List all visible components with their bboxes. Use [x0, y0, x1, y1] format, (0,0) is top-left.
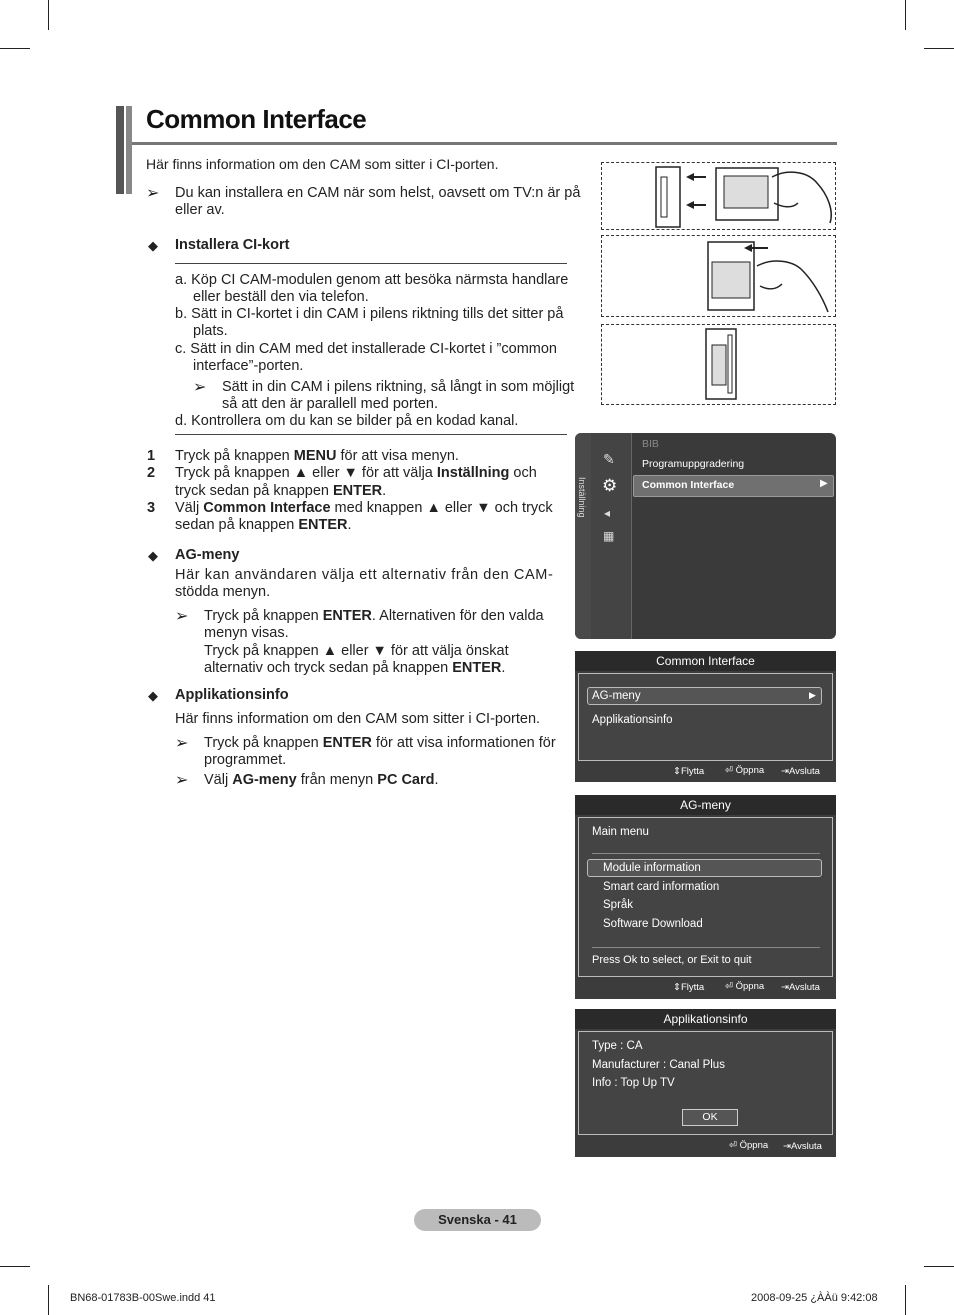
- side-strip: [575, 433, 591, 639]
- enter-icon: ⏎: [725, 765, 733, 776]
- separator: [592, 853, 820, 854]
- menu-item-applikationsinfo[interactable]: Applikationsinfo: [592, 714, 673, 726]
- step-3-cont: sedan på knappen ENTER.: [175, 517, 352, 533]
- menu-item-smart-card-information[interactable]: Smart card information: [603, 881, 720, 893]
- install-step-a: a. Köp CI CAM-modulen genom att besöka närmsta handlare: [175, 272, 569, 288]
- screen-header: Applikationsinfo: [575, 1009, 836, 1029]
- appinfo-desc: Här finns information om den CAM som sitter i CI-porten.: [175, 711, 541, 727]
- menu-item-sprak[interactable]: Språk: [603, 899, 634, 911]
- updown-icon: ⇕: [673, 982, 681, 993]
- footer-exit: ⇥Avsluta: [783, 1141, 822, 1152]
- divider: [175, 263, 567, 264]
- crop-mark: [924, 48, 954, 49]
- crop-mark: [48, 1285, 49, 1315]
- menu-divider: [631, 433, 632, 639]
- agmeny-note-cont: menyn visas.: [204, 625, 289, 641]
- diamond-bullet-icon: ◆: [148, 688, 158, 703]
- input-icon[interactable]: ◂: [604, 506, 611, 520]
- ci-card-insert-illustration: [601, 235, 836, 317]
- chevron-right-icon: ▶: [820, 478, 828, 489]
- page-title: Common Interface: [146, 104, 367, 134]
- step-number: 2: [147, 465, 156, 481]
- appinfo-note-cont: programmet.: [204, 752, 287, 768]
- menu-item-common-interface[interactable]: Common Interface: [642, 479, 735, 491]
- ok-button[interactable]: OK: [682, 1109, 738, 1126]
- footer-open: ⏎ Öppna: [725, 765, 765, 776]
- updown-icon: ⇕: [673, 766, 681, 777]
- footer-exit: ⇥Avsluta: [781, 982, 820, 993]
- step-2-cont: tryck sedan på knappen ENTER.: [175, 483, 387, 499]
- diamond-bullet-icon: ◆: [148, 238, 158, 253]
- footer-move: ⇕Flytta: [673, 982, 705, 993]
- side-label: Inställning: [577, 477, 587, 518]
- file-meta-right: 2008-09-25 ¿ÀÀü 9:42:08: [751, 1292, 878, 1304]
- info-type: Type : CA: [592, 1040, 643, 1052]
- crop-mark: [0, 48, 30, 49]
- appinfo-heading: Applikationsinfo: [175, 687, 289, 703]
- exit-icon: ⇥: [781, 982, 789, 993]
- main-menu-label: Main menu: [592, 826, 649, 838]
- diamond-bullet-icon: ◆: [148, 548, 158, 563]
- footer-open: ⏎ Öppna: [729, 1140, 769, 1151]
- note-arrow-icon: ➢: [175, 735, 189, 752]
- install-step-c-cont: interface”-porten.: [193, 358, 304, 374]
- file-meta-left: BN68-01783B-00Swe.indd 41: [70, 1292, 216, 1304]
- menu-item-programuppgradering[interactable]: Programuppgradering: [642, 458, 745, 470]
- menu-item-bib[interactable]: BIB: [642, 438, 659, 450]
- title-accent-bar: [116, 106, 124, 194]
- exit-icon: ⇥: [783, 1141, 791, 1152]
- agmeny-note: Tryck på knappen ENTER. Alternativen för den valda: [204, 608, 544, 624]
- crop-mark: [905, 0, 906, 30]
- menu-item-module-information[interactable]: Module information: [603, 862, 701, 874]
- page-number-badge: Svenska - 41: [414, 1209, 541, 1231]
- appinfo-note: Tryck på knappen ENTER för att visa informationen för: [204, 735, 556, 751]
- step-number: 1: [147, 448, 156, 464]
- intro-text: Här finns information om den CAM som sitter i CI-porten.: [146, 156, 499, 172]
- ag-meny-screen: [575, 795, 836, 999]
- title-accent-bar: [126, 106, 132, 194]
- picture-icon[interactable]: ✎: [603, 451, 615, 467]
- title-underline: [132, 142, 837, 145]
- separator: [592, 947, 820, 948]
- common-interface-screen: [575, 651, 836, 782]
- crop-mark: [48, 0, 49, 30]
- divider: [175, 434, 567, 435]
- info-info: Info : Top Up TV: [592, 1077, 675, 1089]
- step-1: Tryck på knappen MENU för att visa menyn.: [175, 448, 459, 464]
- screen-header: AG-meny: [575, 795, 836, 815]
- screen-header: Common Interface: [575, 651, 836, 671]
- install-step-a-cont: eller beställ den via telefon.: [193, 289, 369, 305]
- info-manufacturer: Manufacturer : Canal Plus: [592, 1059, 725, 1071]
- crop-mark: [0, 1266, 30, 1267]
- install-step-b-cont: plats.: [193, 323, 228, 339]
- crop-mark: [905, 1285, 906, 1315]
- cam-insert-illustration: [601, 162, 836, 230]
- agmeny-note-2: Tryck på knappen ▲ eller ▼ för att välja önskat: [204, 643, 509, 659]
- media-icon[interactable]: ▦: [603, 529, 615, 543]
- install-note-cont: så att den är parallell med porten.: [222, 396, 439, 412]
- install-heading: Installera CI-kort: [175, 237, 290, 253]
- enter-icon: ⏎: [729, 1140, 737, 1151]
- hint-text: Press Ok to select, or Exit to quit: [592, 954, 752, 966]
- install-note: Sätt in din CAM i pilens riktning, så långt in som möjligt: [222, 379, 575, 395]
- step-2: Tryck på knappen ▲ eller ▼ för att välja Inställning och: [175, 465, 537, 481]
- agmeny-desc-cont: stödda menyn.: [175, 584, 271, 600]
- gear-icon[interactable]: ⚙: [602, 476, 618, 495]
- install-step-b: b. Sätt in CI-kortet i din CAM i pilens riktning tills det sitter på: [175, 306, 564, 322]
- chevron-right-icon: ▶: [809, 690, 816, 700]
- note-text: Du kan installera en CAM när som helst, oavsett om TV:n är på eller av.: [175, 185, 581, 218]
- settings-menu-screen: [575, 433, 836, 639]
- install-step-d: d. Kontrollera om du kan se bilder på en kodad kanal.: [175, 413, 519, 429]
- install-step-c: c. Sätt in din CAM med det installerade CI-kortet i ”common: [175, 341, 557, 357]
- step-3: Välj Common Interface med knappen ▲ eller ▼ och tryck: [175, 500, 553, 516]
- footer-open: ⏎ Öppna: [725, 981, 765, 992]
- note-arrow-icon: ➢: [175, 772, 189, 789]
- agmeny-heading: AG-meny: [175, 547, 240, 563]
- cam-in-port-illustration: [601, 324, 836, 405]
- enter-icon: ⏎: [725, 981, 733, 992]
- footer-exit: ⇥Avsluta: [781, 766, 820, 777]
- exit-icon: ⇥: [781, 766, 789, 777]
- menu-item-ag-meny[interactable]: AG-meny: [592, 690, 641, 702]
- appinfo-note-2: Välj AG-meny från menyn PC Card.: [204, 772, 439, 788]
- note-arrow-icon: ➢: [146, 185, 160, 202]
- agmeny-note-2-cont: alternativ och tryck sedan på knappen ENTER.: [204, 660, 506, 676]
- agmeny-desc: Här kan användaren välja ett alternativ från den CAM-: [175, 567, 554, 583]
- note-arrow-icon: ➢: [193, 379, 207, 396]
- footer-move: ⇕Flytta: [673, 766, 705, 777]
- note-arrow-icon: ➢: [175, 608, 189, 625]
- menu-item-software-download[interactable]: Software Download: [603, 918, 703, 930]
- crop-mark: [924, 1266, 954, 1267]
- applikationsinfo-screen: [575, 1009, 836, 1157]
- step-number: 3: [147, 500, 156, 516]
